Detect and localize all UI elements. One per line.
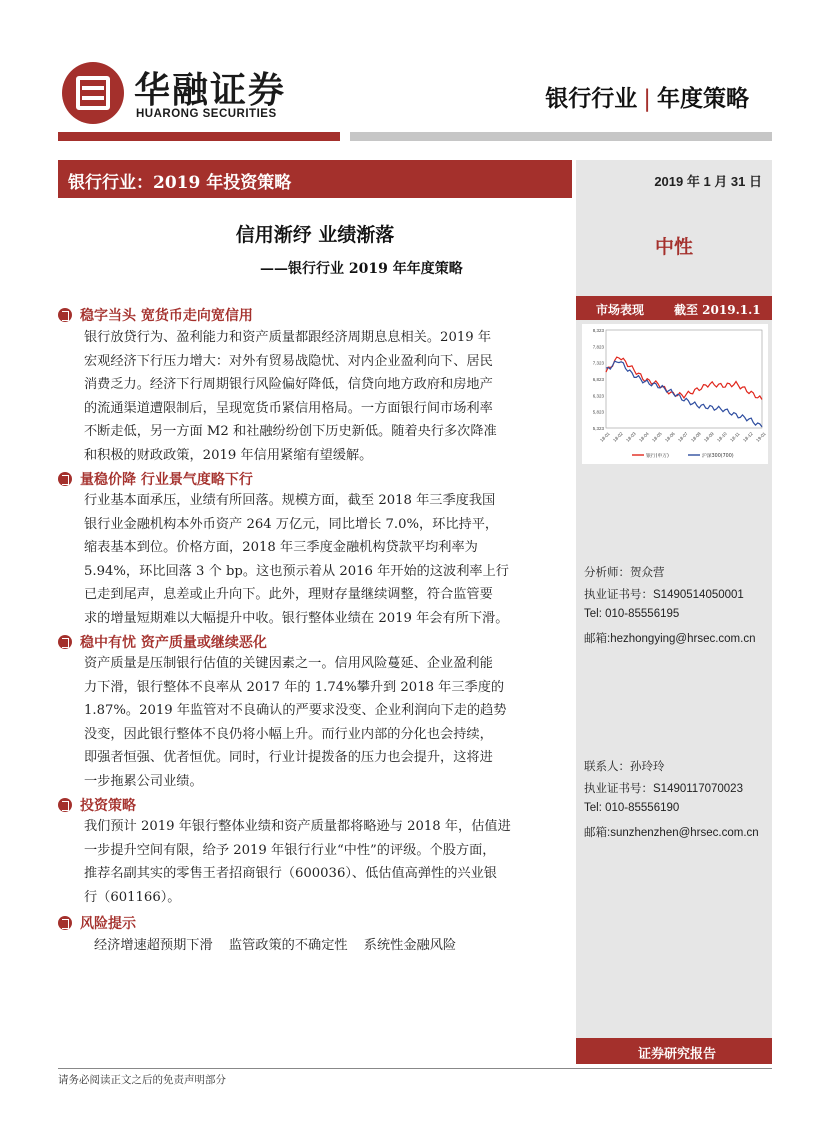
rating: 中性 bbox=[654, 236, 693, 258]
contact-name: 联系人：孙玲玲 bbox=[584, 761, 665, 773]
footer-rule bbox=[58, 1068, 772, 1069]
x-tick-label: 18-10 bbox=[716, 431, 728, 443]
header-rule-red bbox=[58, 132, 340, 141]
x-tick-label: 18-06 bbox=[664, 431, 676, 443]
contact-email: 邮箱:sunzhenzhen@hrsec.com.cn bbox=[584, 827, 759, 839]
main-title: 信用渐纾 业绩渐落 bbox=[235, 224, 395, 246]
y-tick-label: 5,323 bbox=[592, 426, 604, 431]
contact-tel: Tel: 010-85556190 bbox=[584, 802, 680, 814]
section-body: 银行放贷行为、盈利能力和资产质量都跟经济周期息息相关。2019 年 宏观经济下行压力增大：对外有贸易战隐忧、对内企业盈利向下、居民 消费乏力。经济下行周期银行风险偏好降低，信贷向地方政府和房地产 的流通渠道遭限制后，呈现宽货币紧信用格局。一方面银行间市场利率 不断走低，另一方面 M2 和社融纷纷创下历史新低。随着央行多次降准 和积极的财政政策，2019 年信用紧缩有望缓解。 bbox=[84, 330, 497, 463]
company-name: 华融证券 bbox=[134, 70, 287, 111]
x-tick-label: 18-08 bbox=[690, 431, 702, 443]
section-heading: 风险提示 bbox=[58, 913, 136, 933]
market-chart-svg bbox=[582, 324, 768, 464]
market-chart bbox=[582, 324, 768, 464]
performance-bar bbox=[576, 296, 772, 320]
x-tick-label: 19-01 bbox=[755, 431, 767, 443]
title-band bbox=[58, 160, 572, 198]
section-body: 行业基本面承压，业绩有所回落。规模方面，截至 2018 年三季度我国 银行业金融机构本外币资产 264 万亿元，同比增长 7.0%，环比持平， 缩表基本到位。价格方面，2018 年三季度金融机构贷款平均利率为 5.94%，环比回落 3 个 bp。这也预示着从 2016 年开始的这波利率上行 已走到尾声，息差或止升向下。此外，理财存量继续调整，符合监管要 求的增量短期难以大幅提升中收。银行整体业绩在 2019 年会有所下滑。 bbox=[84, 493, 509, 626]
report-category: 银行行业 | 年度策略 bbox=[545, 86, 749, 112]
section-heading: 量稳价降 行业景气度略下行 bbox=[58, 469, 253, 489]
y-tick-label: 8,323 bbox=[592, 328, 604, 333]
x-tick-label: 18-04 bbox=[638, 431, 650, 443]
performance-label: 市场表现 bbox=[596, 303, 645, 317]
analyst-name: 分析师：贺众营 bbox=[584, 567, 665, 579]
x-tick-label: 18-02 bbox=[612, 431, 624, 443]
report-type-band: 证券研究报告 bbox=[576, 1038, 772, 1064]
x-tick-label: 18-12 bbox=[742, 431, 754, 443]
y-tick-label: 6,823 bbox=[592, 377, 604, 382]
analyst-email: 邮箱:hezhongying@hrsec.com.cn bbox=[584, 633, 756, 645]
contact-license: 执业证书号：S1490117070023 bbox=[584, 783, 743, 795]
series-line bbox=[606, 357, 762, 399]
section-heading: 稳字当头 宽货币走向宽信用 bbox=[58, 305, 253, 325]
x-tick-label: 18-11 bbox=[729, 431, 741, 443]
y-tick-label: 7,823 bbox=[592, 344, 604, 350]
section-bullet-icon bbox=[58, 916, 72, 930]
x-tick-label: 18-01 bbox=[599, 431, 611, 443]
band-title: 银行行业：2019 年投资策略 bbox=[68, 173, 292, 193]
x-tick-label: 18-03 bbox=[625, 431, 637, 443]
disclaimer: 请务必阅读正文之后的免责声明部分 bbox=[58, 1074, 226, 1086]
legend-label: 银行(申万) bbox=[646, 454, 669, 459]
type-label: 年度策略 bbox=[657, 86, 749, 112]
x-tick-label: 18-09 bbox=[703, 431, 715, 443]
legend-label: 沪深300(700) bbox=[702, 454, 734, 459]
section-heading: 投资策略 bbox=[58, 795, 136, 815]
series-line bbox=[606, 361, 762, 427]
section-body: 资产质量是压制银行估值的关键因素之一。信用风险蔓延、企业盈利能 力下滑，银行整体不良率从 2017 年的 1.74%攀升到 2018 年三季度的 1.87%。2019 年监管对不良确认的严要求没变、企业利润向下走的趋势 没变，因此银行整体不良仍将小幅上升。而行业内部的分化也会持续， 即强者恒强、优者恒优。同时，行业计提拨备的压力也会提升，这将进 一步拖累公司业绩。 bbox=[84, 656, 507, 789]
x-tick-label: 18-05 bbox=[651, 431, 663, 443]
section-bullet-icon bbox=[58, 472, 72, 486]
plot-frame bbox=[606, 330, 762, 428]
y-tick-label: 7,323 bbox=[592, 360, 604, 366]
analyst-license: 执业证书号：S1490514050001 bbox=[584, 589, 744, 601]
y-tick-label: 5,823 bbox=[592, 409, 604, 415]
company-name-en: HUARONG SECURITIES bbox=[136, 108, 277, 120]
risk-items: 经济增速超预期下滑 监管政策的不确定性 系统性金融风险 bbox=[94, 938, 457, 953]
sub-title: ——银行行业 2019 年年度策略 bbox=[260, 261, 463, 277]
section-bullet-icon bbox=[58, 798, 72, 812]
section-body: 我们预计 2019 年银行整体业绩和资产质量都将略逊与 2018 年，估值进 一步提升空间有限，给予 2019 年银行行业“中性”的评级。个股方面， 推荐名副其实的零售王者招商银行（600036）、低估值高弹性的兴业银 行（601166）。 bbox=[84, 819, 511, 905]
date-band bbox=[576, 160, 772, 198]
y-tick-label: 6,323 bbox=[592, 393, 604, 399]
section-heading: 稳中有忧 资产质量或继续恶化 bbox=[58, 632, 267, 652]
x-tick-label: 18-07 bbox=[677, 431, 689, 443]
category-label: 银行行业 bbox=[545, 86, 638, 112]
section-bullet-icon bbox=[58, 635, 72, 649]
performance-date: 截至 2019.1.1 bbox=[674, 303, 761, 317]
company-logo-icon bbox=[62, 62, 124, 124]
analyst-tel: Tel: 010-85556195 bbox=[584, 608, 680, 620]
report-date: 2019 年 1 月 31 日 bbox=[654, 174, 762, 189]
header-rule-gray bbox=[350, 132, 772, 141]
section-bullet-icon bbox=[58, 308, 72, 322]
